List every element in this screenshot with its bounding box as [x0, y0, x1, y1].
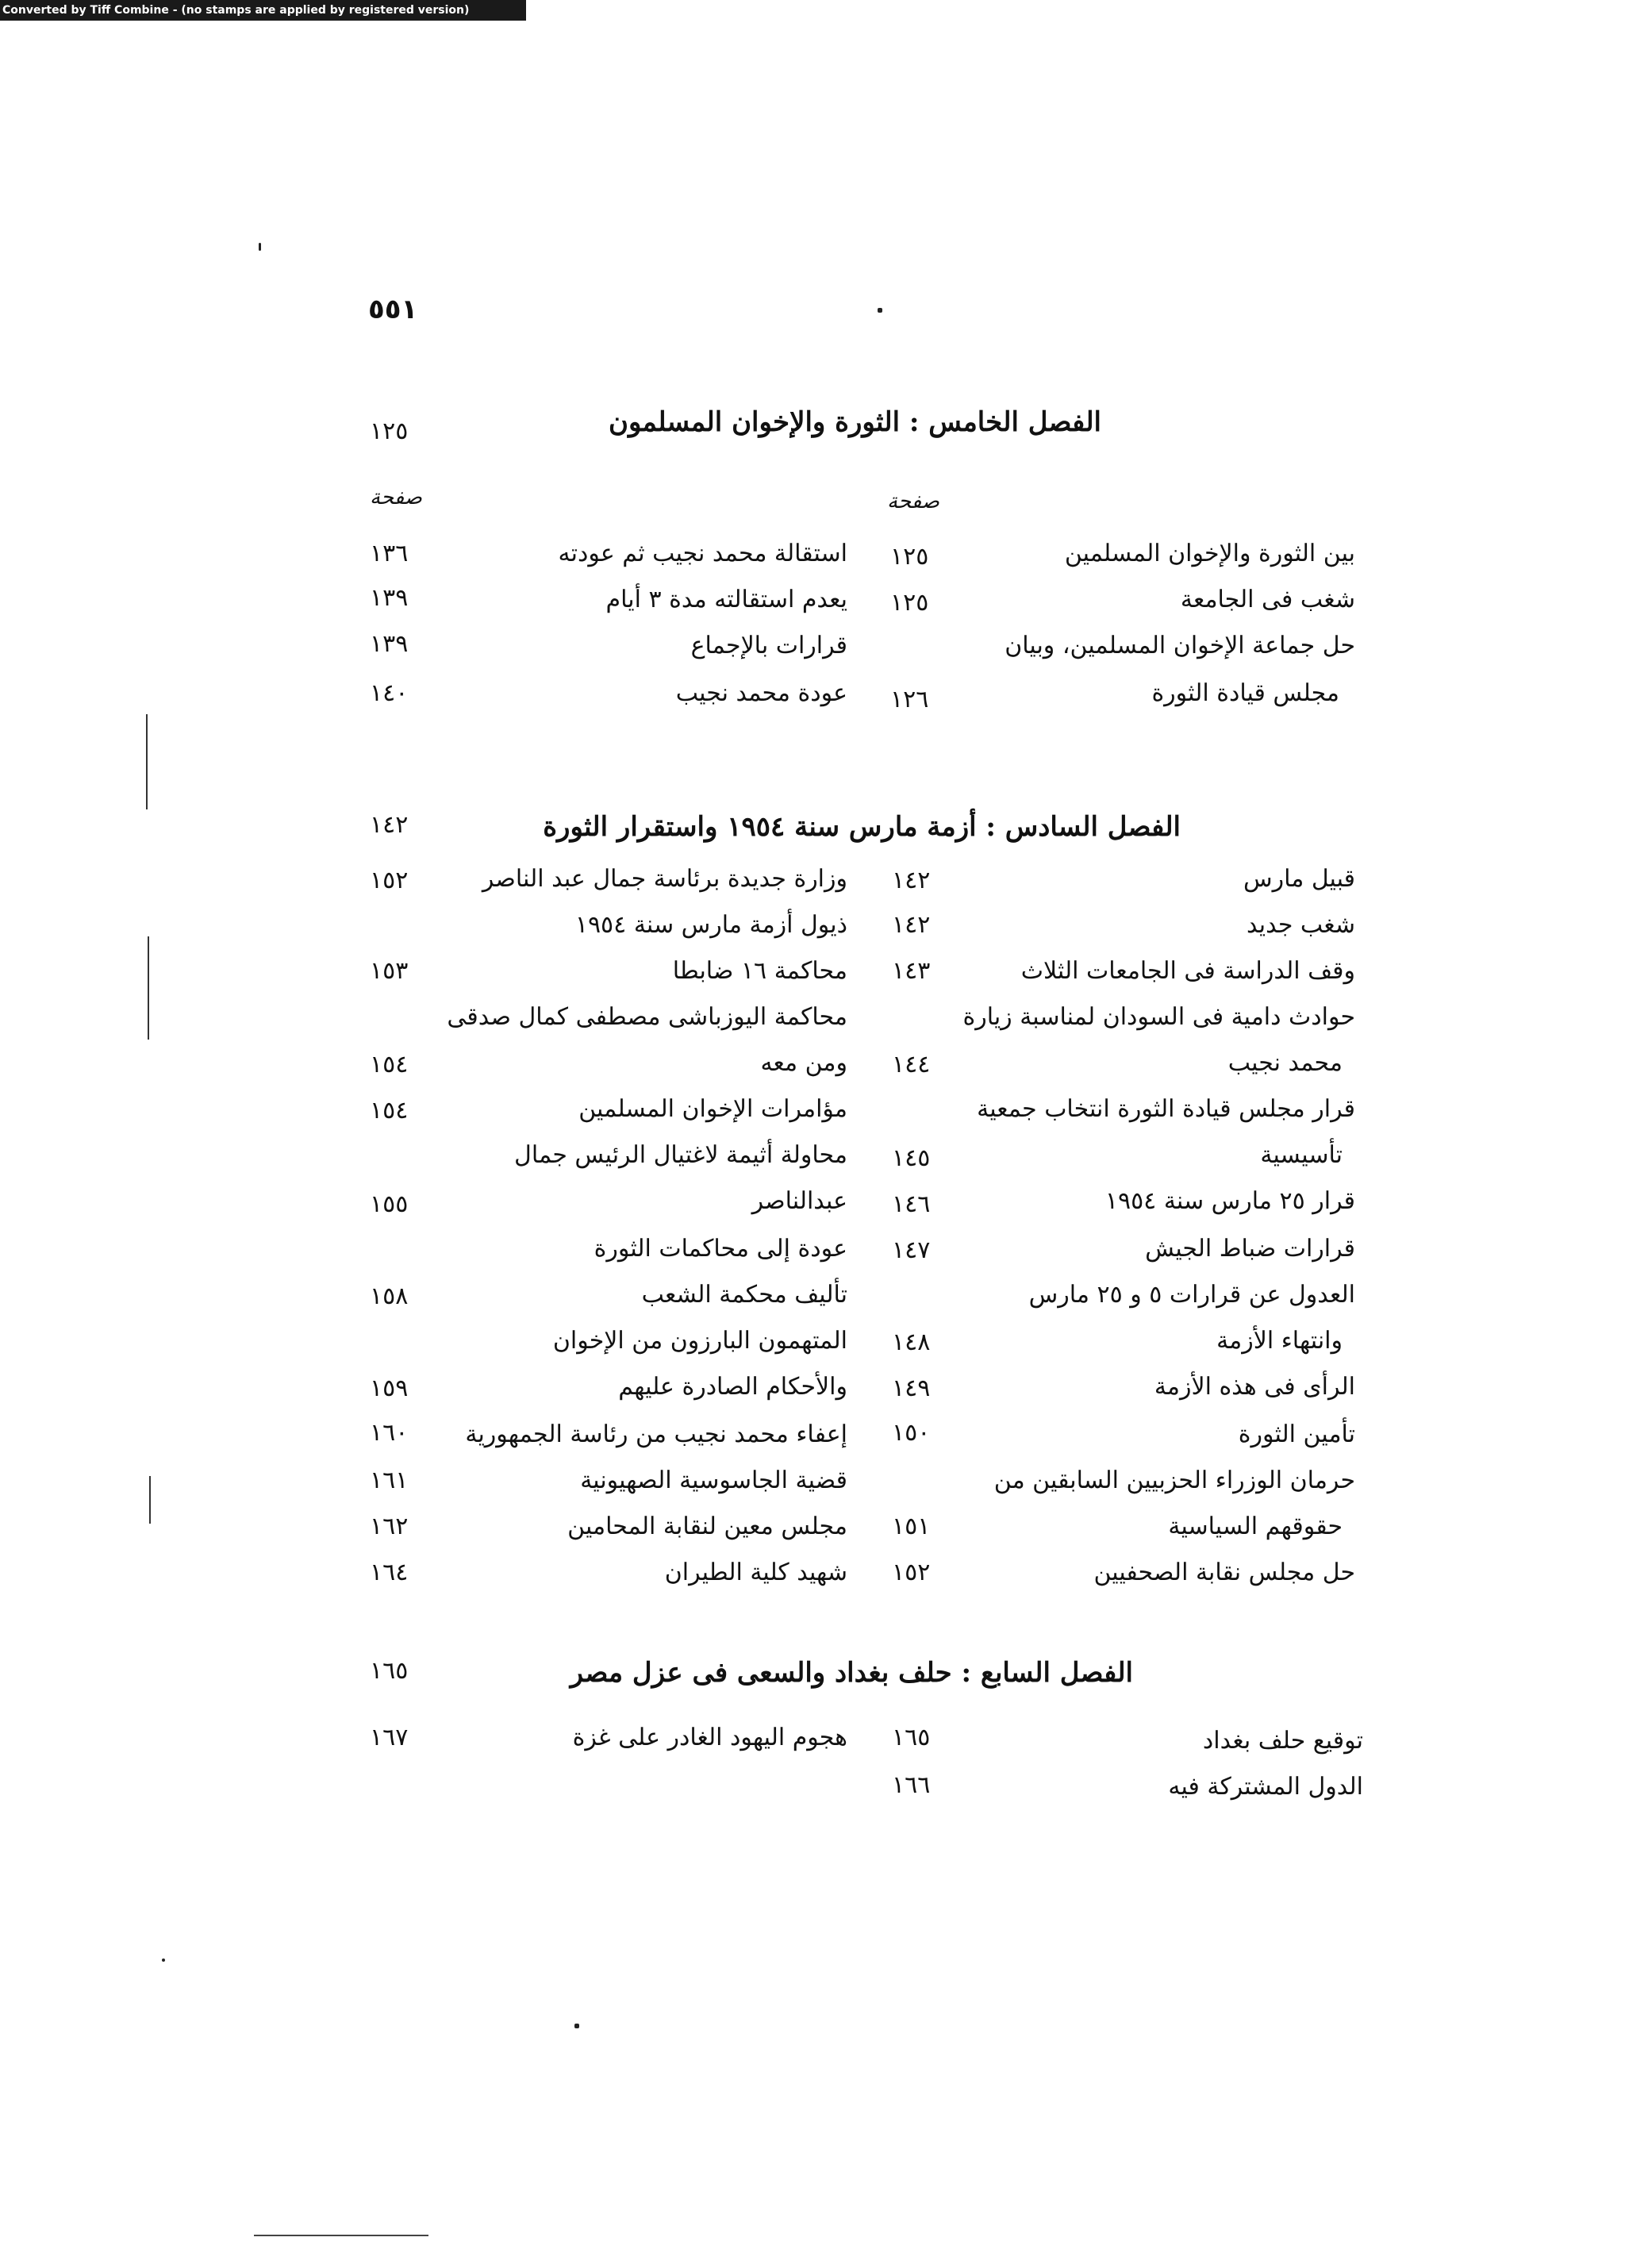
toc-entry: تأليف محكمة الشعب — [641, 1281, 847, 1309]
chapter-6-page: ١٤٢ — [370, 811, 409, 839]
chapter-5-title: الفصل الخامس : الثورة والإخوان المسلمون — [609, 406, 1101, 438]
toc-entry-page: ١٢٥ — [890, 589, 929, 617]
toc-entry: تأمين الثورة — [1238, 1420, 1355, 1448]
toc-entry: محاكمة اليوزباشى مصطفى كمال صدقى — [447, 1003, 847, 1031]
toc-entry: شغب فى الجامعة — [1180, 586, 1355, 613]
toc-entry-page: ١٤٧ — [892, 1236, 931, 1264]
toc-entry: حل مجلس نقابة الصحفيين — [1093, 1559, 1355, 1586]
toc-entry: إعفاء محمد نجيب من رئاسة الجمهورية — [465, 1420, 847, 1448]
toc-entry: عودة محمد نجيب — [675, 679, 847, 707]
toc-entry-page: ١٥٣ — [370, 957, 409, 985]
toc-entry: قرار مجلس قيادة الثورة انتخاب جمعية — [977, 1095, 1355, 1123]
toc-entry: عبدالناصر — [751, 1187, 847, 1215]
toc-entry: مؤامرات الإخوان المسلمين — [578, 1095, 847, 1123]
scan-margin-mark — [146, 714, 148, 809]
column-caption-right: صفحة — [887, 490, 939, 513]
toc-entry-page: ١٤٢ — [892, 867, 931, 894]
chapter-5-page: ١٢٥ — [370, 417, 409, 445]
toc-entry: تأسيسية — [1260, 1141, 1343, 1169]
toc-entry-page: ١٥٤ — [370, 1051, 409, 1078]
page-number: ٥٥١ — [368, 294, 418, 325]
scan-speck — [574, 2024, 579, 2028]
toc-entry-page: ١٥٩ — [370, 1374, 409, 1402]
toc-entry: قرارات ضباط الجيش — [1145, 1235, 1355, 1263]
toc-entry: ذيول أزمة مارس سنة ١٩٥٤ — [574, 911, 847, 939]
toc-entry: قضية الجاسوسية الصهيونية — [580, 1467, 847, 1494]
toc-entry-page: ١٥٨ — [370, 1282, 409, 1310]
toc-entry: يعدم استقالته مدة ٣ أيام — [605, 586, 847, 613]
toc-entry: والأحكام الصادرة عليهم — [618, 1373, 847, 1401]
toc-entry-page: ١٣٩ — [370, 630, 409, 658]
toc-entry: المتهمون البارزون من الإخوان — [552, 1327, 847, 1355]
toc-entry-page: ١٢٥ — [890, 543, 929, 571]
toc-entry-page: ١٥٢ — [892, 1559, 931, 1586]
toc-entry-page: ١٦١ — [370, 1467, 409, 1494]
toc-entry-page: ١٤٥ — [892, 1144, 931, 1172]
toc-entry-page: ١٦٦ — [892, 1771, 931, 1799]
toc-entry: شغب جديد — [1247, 911, 1355, 939]
toc-entry: العدول عن قرارات ٥ و ٢٥ مارس — [1028, 1281, 1355, 1309]
chapter-6-title: الفصل السادس : أزمة مارس سنة ١٩٥٤ واستقرار الثورة — [543, 811, 1181, 843]
toc-entry: قرار ٢٥ مارس سنة ١٩٥٤ — [1104, 1187, 1355, 1215]
chapter-7-page: ١٦٥ — [370, 1657, 409, 1685]
toc-entry-page: ١٦٢ — [370, 1513, 409, 1540]
converter-banner: Converted by Tiff Combine - (no stamps are applied by registered version) — [0, 0, 526, 21]
toc-entry: هجوم اليهود الغادر على غزة — [572, 1724, 847, 1751]
toc-entry: وزارة جديدة برئاسة جمال عبد الناصر — [482, 865, 847, 893]
toc-entry-page: ١٤٠ — [370, 679, 409, 707]
toc-entry-page: ١٤٨ — [892, 1328, 931, 1356]
toc-entry: ومن معه — [760, 1049, 847, 1077]
toc-entry-page: ١٤٩ — [892, 1374, 931, 1402]
toc-entry: الدول المشتركة فيه — [1168, 1773, 1363, 1801]
toc-entry-page: ١٢٦ — [890, 686, 929, 713]
chapter-7-title: الفصل السابع : حلف بغداد والسعى فى عزل مصر — [570, 1657, 1133, 1689]
toc-entry: شهيد كلية الطيران — [664, 1559, 847, 1586]
scan-speck — [162, 1959, 165, 1962]
toc-entry-page: ١٣٩ — [370, 584, 409, 612]
scan-margin-mark — [148, 936, 149, 1040]
toc-entry-page: ١٤٦ — [892, 1190, 931, 1218]
toc-entry-page: ١٦٠ — [370, 1419, 409, 1447]
toc-entry-page: ١٤٤ — [892, 1051, 931, 1078]
toc-entry: حوادث دامية فى السودان لمناسبة زيارة — [962, 1003, 1355, 1031]
toc-entry: حل جماعة الإخوان المسلمين، وبيان — [1005, 632, 1355, 659]
scan-rule-mark — [254, 2235, 428, 2236]
toc-entry: قبيل مارس — [1243, 865, 1355, 893]
toc-entry-page: ١٥٠ — [892, 1419, 931, 1447]
toc-entry: مجلس قيادة الثورة — [1151, 679, 1339, 707]
scan-margin-mark — [149, 1476, 151, 1524]
toc-entry: عودة إلى محاكمات الثورة — [594, 1235, 847, 1263]
toc-entry: وقف الدراسة فى الجامعات الثلاث — [1020, 957, 1355, 985]
toc-entry: استقالة محمد نجيب ثم عودته — [558, 540, 847, 567]
toc-entry-page: ١٥٢ — [370, 867, 409, 894]
toc-entry-page: ١٣٦ — [370, 540, 409, 567]
toc-entry-page: ١٤٣ — [892, 957, 931, 985]
toc-entry-page: ١٥١ — [892, 1513, 931, 1540]
toc-entry: قرارات بالإجماع — [690, 632, 847, 659]
column-caption-left: صفحة — [370, 486, 422, 509]
toc-entry-page: ١٥٥ — [370, 1190, 409, 1218]
toc-entry: حرمان الوزراء الحزبيين السابقين من — [993, 1467, 1355, 1494]
toc-entry-page: ١٦٤ — [370, 1559, 409, 1586]
toc-entry: وانتهاء الأزمة — [1216, 1327, 1343, 1355]
toc-entry-page: ١٦٧ — [370, 1724, 409, 1751]
toc-entry-page: ١٥٤ — [370, 1097, 409, 1124]
toc-entry: محاولة أثيمة لاغتيال الرئيس جمال — [514, 1141, 847, 1169]
toc-entry: توقيع حلف بغداد — [1202, 1727, 1363, 1755]
toc-entry-page: ١٦٥ — [892, 1724, 931, 1751]
scan-speck — [878, 308, 882, 313]
toc-entry: حقوقهم السياسية — [1168, 1513, 1343, 1540]
toc-entry: بين الثورة والإخوان المسلمين — [1064, 540, 1355, 567]
toc-entry: محمد نجيب — [1227, 1049, 1343, 1077]
toc-entry: الرأى فى هذه الأزمة — [1154, 1373, 1355, 1401]
toc-entry-page: ١٤٢ — [892, 911, 931, 939]
toc-entry: مجلس معين لنقابة المحامين — [567, 1513, 847, 1540]
toc-entry: محاكمة ١٦ ضابطا — [672, 957, 847, 985]
scan-speck — [259, 243, 261, 251]
